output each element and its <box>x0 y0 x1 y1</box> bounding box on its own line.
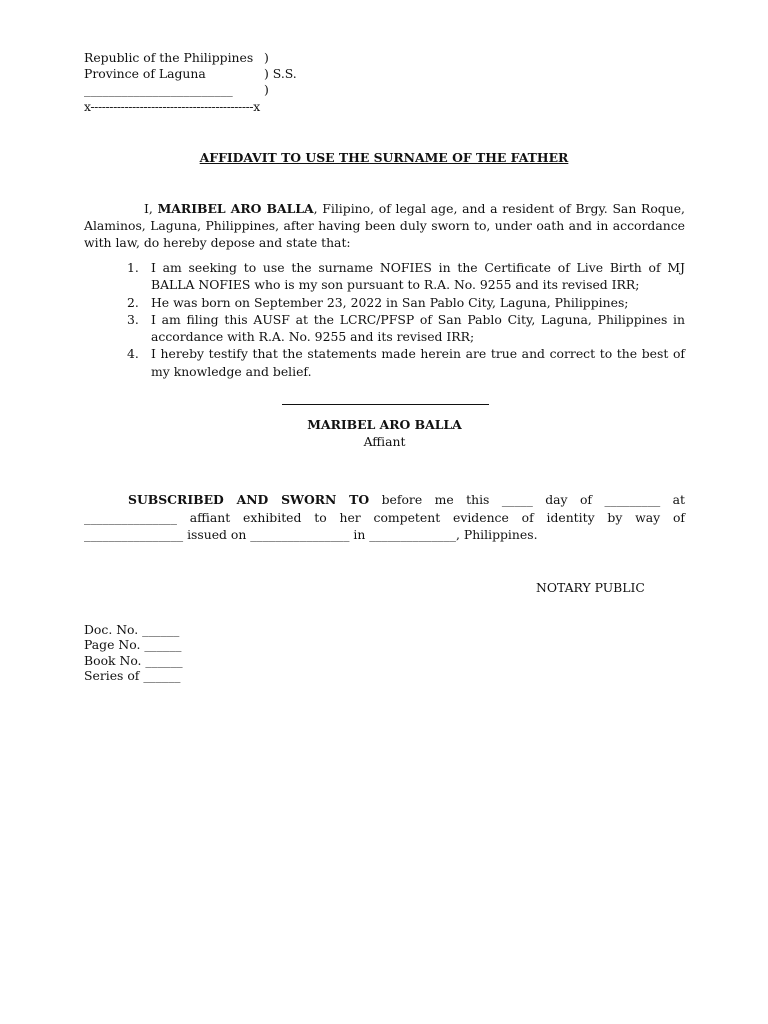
list-item <box>127 294 685 311</box>
list-item-text: I am seeking to use the surname NOFIES in the Certificate of Live Birth of MJ BALLA NOFIES who is my son pursuant to R.A. No. 9255 and its revised IRR; <box>151 260 685 293</box>
series-number: Series of ______ <box>84 667 181 683</box>
intro-text: , Filipino, of legal age, and a resident of Brgy. San Roque, Alaminos, Laguna, Philippines, after having been duly sworn to, under oath and in accordance with law, do hereby depose and state that: <box>84 201 685 251</box>
page-number: Page No. ______ <box>84 637 182 653</box>
list-item-number: 2. <box>127 294 139 310</box>
intro-pronoun: I, <box>144 201 153 216</box>
list-item <box>127 259 685 294</box>
list-item <box>127 311 685 346</box>
venue-row-province <box>84 66 297 82</box>
signature-line <box>282 404 489 405</box>
venue-block <box>84 50 297 98</box>
book-number: Book No. ______ <box>84 652 183 668</box>
list-item <box>127 345 685 380</box>
venue-row-blank <box>84 82 297 98</box>
venue-bracket-3: ) <box>264 82 269 97</box>
venue-bracket-1: ) <box>264 50 269 65</box>
statement-list <box>127 259 685 380</box>
list-item-text: I hereby testify that the statements made herein are true and correct to the best of my knowledge and belief. <box>151 346 685 379</box>
list-item-text: I am filing this AUSF at the LCRC/PFSP of San Pablo City, Laguna, Philippines in accordance with R.A. No. 9255 and its revised IRR; <box>151 311 685 345</box>
venue-row-country <box>84 50 297 66</box>
jurat-lead: SUBSCRIBED AND SWORN TO <box>128 492 370 507</box>
list-item-number: 1. <box>127 260 139 275</box>
venue-ss: ) S.S. <box>264 66 297 81</box>
affiant-label: Affiant <box>363 434 406 449</box>
notary-public-label: NOTARY PUBLIC <box>536 580 645 595</box>
intro-paragraph <box>84 200 685 252</box>
doc-number: Doc. No. ______ <box>84 622 180 637</box>
affiant-name: MARIBEL ARO BALLA <box>307 417 462 432</box>
jurat-paragraph <box>84 491 685 544</box>
list-item-number: 4. <box>127 346 139 362</box>
venue-country: Republic of the Philippines <box>84 50 254 65</box>
document-title: AFFIDAVIT TO USE THE SURNAME OF THE FATHER <box>199 150 569 165</box>
notarial-register-block <box>84 622 183 683</box>
venue-province: Province of Laguna <box>84 66 206 81</box>
venue-separator: x-------------------------------------------x <box>84 99 260 114</box>
jurat-text: before me this _____ day of _________ at _______________ affiant exhibited to her competent evidence of identity by way of ________________ issued on ________________ in ______________, Philippines. <box>84 492 685 543</box>
list-item-number: 3. <box>127 311 139 327</box>
list-item-text: He was born on September 23, 2022 in San Pablo City, Laguna, Philippines; <box>151 294 629 310</box>
venue-blank-line: ________________________ <box>84 82 233 97</box>
intro-affiant-name: MARIBEL ARO BALLA <box>157 201 314 216</box>
